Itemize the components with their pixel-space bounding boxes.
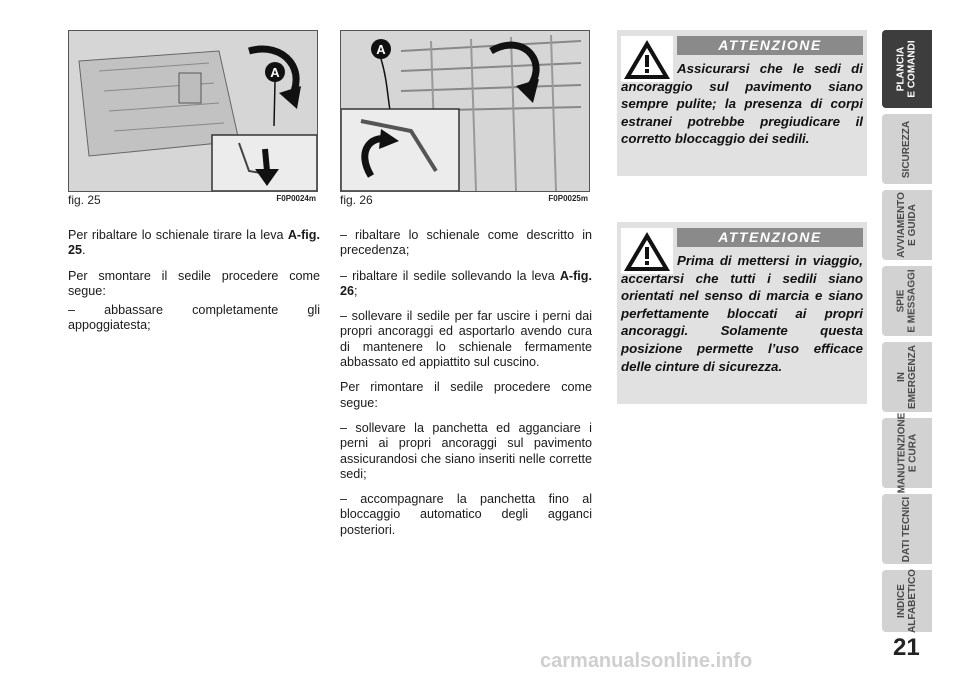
tab-plancia-e-comandi[interactable] xyxy=(882,30,932,108)
figure-26-label-A: A xyxy=(376,42,386,57)
warning-text: Assicurarsi che le sedi di ancoraggio sul pavimento siano sempre pulite; la presenza di corpi estranei potrebbe pregiudicare il corretto bloccaggio dei sedili. xyxy=(621,61,863,147)
tab-sicurezza[interactable] xyxy=(882,114,932,184)
figure-code: F0P0025m xyxy=(548,194,588,203)
text-column-1 xyxy=(68,228,320,344)
figure-caption-text: fig. 25 xyxy=(68,193,101,207)
paragraph xyxy=(68,228,320,259)
tab-label: PLANCIA E COMANDI xyxy=(896,40,919,98)
warning-title: ATTENZIONE xyxy=(677,36,863,55)
figure-26-image xyxy=(340,30,590,192)
figure-26-caption xyxy=(340,193,590,209)
paragraph: – sollevare il sedile per far uscire i perni dai propri ancoraggi ed asportarlo avendo cura di mantenere lo schienale fermamente abbassato ed appiattito sul cuscino. xyxy=(340,309,592,370)
paragraph xyxy=(340,269,592,300)
text: . xyxy=(82,243,86,258)
paragraph: – accompagnare la panchetta fino al bloccaggio automatico degli agganci posteriori. xyxy=(340,492,592,537)
figure-25-image xyxy=(68,30,318,192)
figure-code: F0P0024m xyxy=(276,194,316,203)
tab-manutenzione-e-cura[interactable] xyxy=(882,412,932,494)
tab-spie-e-messaggi[interactable] xyxy=(882,266,932,336)
tab-label: INDICE ALFABETICO xyxy=(896,569,919,633)
tab-label: DATI TECNICI xyxy=(901,496,913,562)
paragraph: Per smontare il sedile procedere come segue: xyxy=(68,268,320,298)
tab-label: AVVIAMENTO E GUIDA xyxy=(896,192,918,258)
figure-reference: A-fig. 26 xyxy=(340,268,592,298)
warning-box-2 xyxy=(617,222,867,404)
text-column-2 xyxy=(340,228,592,548)
text: ; xyxy=(354,283,358,298)
figure-25-caption xyxy=(68,193,318,209)
tab-label: SICUREZZA xyxy=(901,120,913,178)
text: – ribaltare il sedile sollevando la leva xyxy=(340,268,560,283)
text: Per ribaltare lo schienale tirare la leva xyxy=(68,228,288,242)
tab-in-emergenza[interactable] xyxy=(882,342,932,412)
figure-reference: A-fig. 25 xyxy=(68,228,320,258)
page-number: 21 xyxy=(893,634,920,661)
watermark: carmanualsonline.info xyxy=(540,650,753,672)
paragraph: Per rimontare il sedile procedere come segue: xyxy=(340,380,592,410)
tab-avviamento-e-guida[interactable] xyxy=(882,190,932,260)
paragraph: – sollevare la panchetta ed agganciare i perni ai propri ancoraggi sul pavimento assicurandosi che siano inseriti nelle corrette sedi; xyxy=(340,420,592,481)
paragraph: – ribaltare lo schienale come descritto in precedenza; xyxy=(340,228,592,258)
paragraph: – abbassare completamente gli appoggiatesta; xyxy=(68,303,320,333)
tab-label: MANUTENZIONE E CURA xyxy=(896,412,918,494)
figure-caption-text: fig. 26 xyxy=(340,193,373,207)
figure-25-label-A: A xyxy=(270,65,280,80)
tab-label: SPIE E MESSAGGI xyxy=(896,269,919,333)
tab-label: IN EMERGENZA xyxy=(896,345,918,409)
tab-dati-tecnici[interactable] xyxy=(882,494,932,564)
warning-text: Prima di mettersi in viaggio, accertarsi che tutti i sedili siano orientati nel senso di marcia e siano perfettamente bloccati ai propri ancoraggi. Solamente questa posizione permette l’uso efficace delle cinture di sicurezza. xyxy=(621,253,863,374)
tab-indice-alfabetico[interactable] xyxy=(882,570,932,632)
warning-title: ATTENZIONE xyxy=(677,228,863,247)
warning-box-1 xyxy=(617,30,867,176)
